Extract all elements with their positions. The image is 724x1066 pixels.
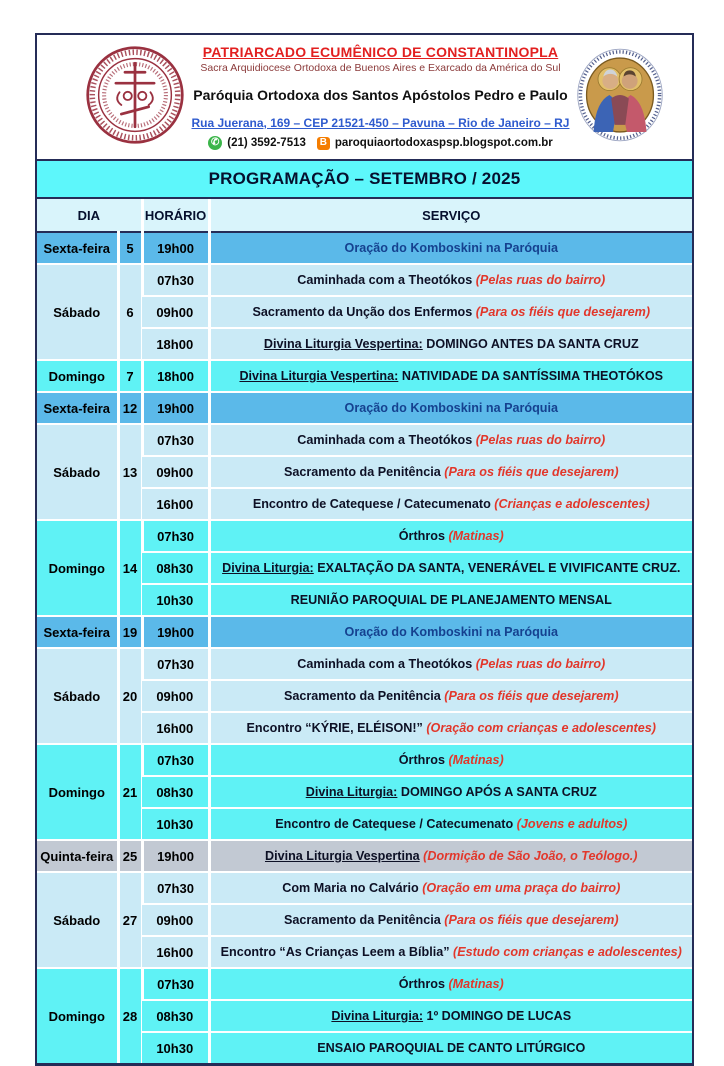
day-name-cell: Quinta-feira <box>37 840 118 872</box>
service-title: DOMINGO APÓS A SANTA CRUZ <box>397 785 597 799</box>
day-name-cell: Domingo <box>37 968 118 1063</box>
time-cell: 19h00 <box>142 392 209 424</box>
service-cell <box>209 392 692 424</box>
service-cell <box>209 232 692 264</box>
patriarchate-seal-logo <box>85 45 185 150</box>
service-note: (Pelas ruas do bairro) <box>472 273 606 287</box>
service-note: (Para os fiéis que desejarem) <box>472 305 651 319</box>
day-name-cell: Sexta-feira <box>37 616 118 648</box>
day-name-cell: Domingo <box>37 744 118 840</box>
time-cell: 07h30 <box>142 424 209 456</box>
schedule-row <box>37 616 692 648</box>
parish-name: Paróquia Ortodoxa dos Santos Apóstolos Pedro e Paulo <box>193 87 568 104</box>
column-header-row <box>37 199 692 232</box>
patriarchate-seal-icon <box>85 45 185 145</box>
service-title: Encontro “As Crianças Leem a Bíblia” <box>220 945 450 959</box>
time-cell: 07h30 <box>142 744 209 776</box>
service-cell <box>209 648 692 680</box>
contact-line <box>189 136 572 150</box>
service-cell <box>209 1032 692 1063</box>
time-cell: 16h00 <box>142 712 209 744</box>
document-page <box>35 33 694 1066</box>
service-cell <box>209 744 692 776</box>
time-cell: 07h30 <box>142 872 209 904</box>
parish-masthead <box>37 35 692 159</box>
service-cell <box>209 776 692 808</box>
service-cell <box>209 680 692 712</box>
time-cell: 08h30 <box>142 1000 209 1032</box>
time-cell: 10h30 <box>142 808 209 840</box>
service-title: Oração do Komboskini na Paróquia <box>344 625 558 639</box>
time-cell: 16h00 <box>142 488 209 520</box>
service-title: Sacramento da Penitência <box>283 913 441 927</box>
time-cell: 19h00 <box>142 232 209 264</box>
service-cell <box>209 328 692 360</box>
service-title: EXALTAÇÃO DA SANTA, VENERÁVEL E VIVIFICANTE CRUZ. <box>313 561 681 575</box>
service-liturgy-label: Divina Liturgia Vespertina: <box>263 337 423 351</box>
program-title-bar <box>37 159 692 199</box>
time-cell: 07h30 <box>142 648 209 680</box>
service-title: Sacramento da Unção dos Enfermos <box>252 305 473 319</box>
service-liturgy-label: Divina Liturgia Vespertina <box>264 849 420 863</box>
time-cell: 08h30 <box>142 552 209 584</box>
day-number-cell: 19 <box>118 616 142 648</box>
column-header-dia: DIA <box>37 199 142 232</box>
service-note: (Oração com crianças e adolescentes) <box>422 721 656 735</box>
service-cell <box>209 616 692 648</box>
whatsapp-phone-icon: ✆ <box>208 136 222 150</box>
day-name-cell: Sábado <box>37 648 118 744</box>
service-note: (Para os fiéis que desejarem) <box>440 465 619 479</box>
service-cell <box>209 488 692 520</box>
schedule-row <box>37 744 692 776</box>
service-title: Encontro “KÝRIE, ELÉISON!” <box>246 721 423 735</box>
time-cell: 09h00 <box>142 296 209 328</box>
schedule-table <box>37 199 692 1063</box>
service-note: (Oração em uma praça do bairro) <box>418 881 621 895</box>
day-number-cell: 12 <box>118 392 142 424</box>
day-name-cell: Sexta-feira <box>37 232 118 264</box>
day-name-cell: Domingo <box>37 360 118 392</box>
time-cell: 10h30 <box>142 584 209 616</box>
service-cell <box>209 712 692 744</box>
service-title: Com Maria no Calvário <box>282 881 419 895</box>
masthead-text-block <box>185 44 576 151</box>
day-number-cell: 25 <box>118 840 142 872</box>
day-number-cell: 27 <box>118 872 142 968</box>
time-cell: 19h00 <box>142 840 209 872</box>
service-title: Órthros <box>398 753 445 767</box>
schedule-row <box>37 264 692 296</box>
time-cell: 19h00 <box>142 616 209 648</box>
time-cell: 07h30 <box>142 264 209 296</box>
service-cell <box>209 520 692 552</box>
time-cell: 08h30 <box>142 776 209 808</box>
service-liturgy-label: Divina Liturgia: <box>331 1009 424 1023</box>
service-title: Órthros <box>398 529 445 543</box>
service-cell <box>209 424 692 456</box>
service-note: (Estudo com crianças e adolescentes) <box>449 945 682 959</box>
service-title: ENSAIO PAROQUIAL DE CANTO LITÚRGICO <box>317 1041 586 1055</box>
service-title: 1º DOMINGO DE LUCAS <box>423 1009 572 1023</box>
day-name-cell: Sábado <box>37 264 118 360</box>
time-cell: 18h00 <box>142 360 209 392</box>
service-liturgy-label: Divina Liturgia: <box>222 561 314 575</box>
schedule-row <box>37 232 692 264</box>
time-cell: 10h30 <box>142 1032 209 1063</box>
service-title: DOMINGO ANTES DA SANTA CRUZ <box>422 337 639 351</box>
service-cell <box>209 584 692 616</box>
saints-peter-paul-icon <box>576 47 664 148</box>
day-name-cell: Sábado <box>37 424 118 520</box>
day-number-cell: 13 <box>118 424 142 520</box>
service-title: Sacramento da Penitência <box>283 465 441 479</box>
service-title: Encontro de Catequese / Catecumenato <box>275 817 514 831</box>
day-name-cell: Sexta-feira <box>37 392 118 424</box>
day-number-cell: 20 <box>118 648 142 744</box>
service-cell <box>209 360 692 392</box>
time-cell: 09h00 <box>142 456 209 488</box>
service-note: (Para os fiéis que desejarem) <box>440 689 619 703</box>
service-liturgy-label: Divina Liturgia: <box>305 785 398 799</box>
day-number-cell: 7 <box>118 360 142 392</box>
service-note: (Pelas ruas do bairro) <box>472 657 606 671</box>
service-note: (Para os fiéis que desejarem) <box>440 913 619 927</box>
service-cell <box>209 872 692 904</box>
column-header-servico: SERVIÇO <box>209 199 692 232</box>
day-number-cell: 28 <box>118 968 142 1063</box>
service-cell <box>209 840 692 872</box>
service-title: Caminhada com a Theotókos <box>297 273 473 287</box>
day-number-cell: 21 <box>118 744 142 840</box>
saints-peter-paul-image <box>576 47 664 143</box>
schedule-row <box>37 520 692 552</box>
service-liturgy-label: Divina Liturgia Vespertina: <box>239 369 399 383</box>
website-link[interactable]: paroquiaortodoxaspsp.blogspot.com.br <box>334 136 553 149</box>
service-title: Oração do Komboskini na Paróquia <box>344 241 558 255</box>
service-cell <box>209 808 692 840</box>
schedule-row <box>37 360 692 392</box>
time-cell: 07h30 <box>142 520 209 552</box>
blogger-icon: B <box>317 137 330 150</box>
time-cell: 07h30 <box>142 968 209 1000</box>
time-cell: 18h00 <box>142 328 209 360</box>
schedule-row <box>37 392 692 424</box>
schedule-row <box>37 840 692 872</box>
time-cell: 09h00 <box>142 680 209 712</box>
service-cell <box>209 1000 692 1032</box>
service-title: NATIVIDADE DA SANTÍSSIMA THEOTÓKOS <box>398 369 664 383</box>
day-name-cell: Domingo <box>37 520 118 616</box>
address-link[interactable]: Rua Juerana, 169 – CEP 21521-450 – Pavuna – Rio de Janeiro – RJ <box>191 115 570 130</box>
service-note: (Crianças e adolescentes) <box>490 497 650 511</box>
service-note: (Matinas) <box>444 753 504 767</box>
service-note: (Matinas) <box>444 529 504 543</box>
service-note: (Pelas ruas do bairro) <box>472 433 606 447</box>
service-title: REUNIÃO PAROQUIAL DE PLANEJAMENTO MENSAL <box>290 593 612 607</box>
service-cell <box>209 456 692 488</box>
service-title: Oração do Komboskini na Paróquia <box>344 401 558 415</box>
schedule-row <box>37 424 692 456</box>
time-cell: 16h00 <box>142 936 209 968</box>
service-title: Encontro de Catequese / Catecumenato <box>252 497 491 511</box>
service-cell <box>209 552 692 584</box>
service-cell <box>209 264 692 296</box>
time-cell: 09h00 <box>142 904 209 936</box>
service-cell <box>209 968 692 1000</box>
day-name-cell: Sábado <box>37 872 118 968</box>
service-title: Caminhada com a Theotókos <box>297 433 473 447</box>
schedule-row <box>37 968 692 1000</box>
day-number-cell: 5 <box>118 232 142 264</box>
schedule-row <box>37 872 692 904</box>
service-cell <box>209 904 692 936</box>
service-note: (Dormição de São João, o Teólogo.) <box>419 849 638 863</box>
patriarchate-title: PATRIARCADO ECUMÊNICO DE CONSTANTINOPLA <box>202 43 559 60</box>
service-note: (Jovens e adultos) <box>513 817 628 831</box>
program-title: PROGRAMAÇÃO – SETEMBRO / 2025 <box>208 169 521 188</box>
phone-number: (21) 3592-7513 <box>227 136 306 149</box>
service-cell <box>209 936 692 968</box>
archdiocese-subtitle: Sacra Arquidiocese Ortodoxa de Buenos Aires e Exarcado da América do Sul <box>200 62 561 75</box>
day-number-cell: 14 <box>118 520 142 616</box>
column-header-horario: HORÁRIO <box>142 199 209 232</box>
day-number-cell: 6 <box>118 264 142 360</box>
schedule-body <box>37 232 692 1063</box>
service-title: Sacramento da Penitência <box>283 689 441 703</box>
service-title: Caminhada com a Theotókos <box>297 657 473 671</box>
service-title: Órthros <box>398 977 445 991</box>
schedule-row <box>37 648 692 680</box>
service-cell <box>209 296 692 328</box>
service-note: (Matinas) <box>444 977 504 991</box>
